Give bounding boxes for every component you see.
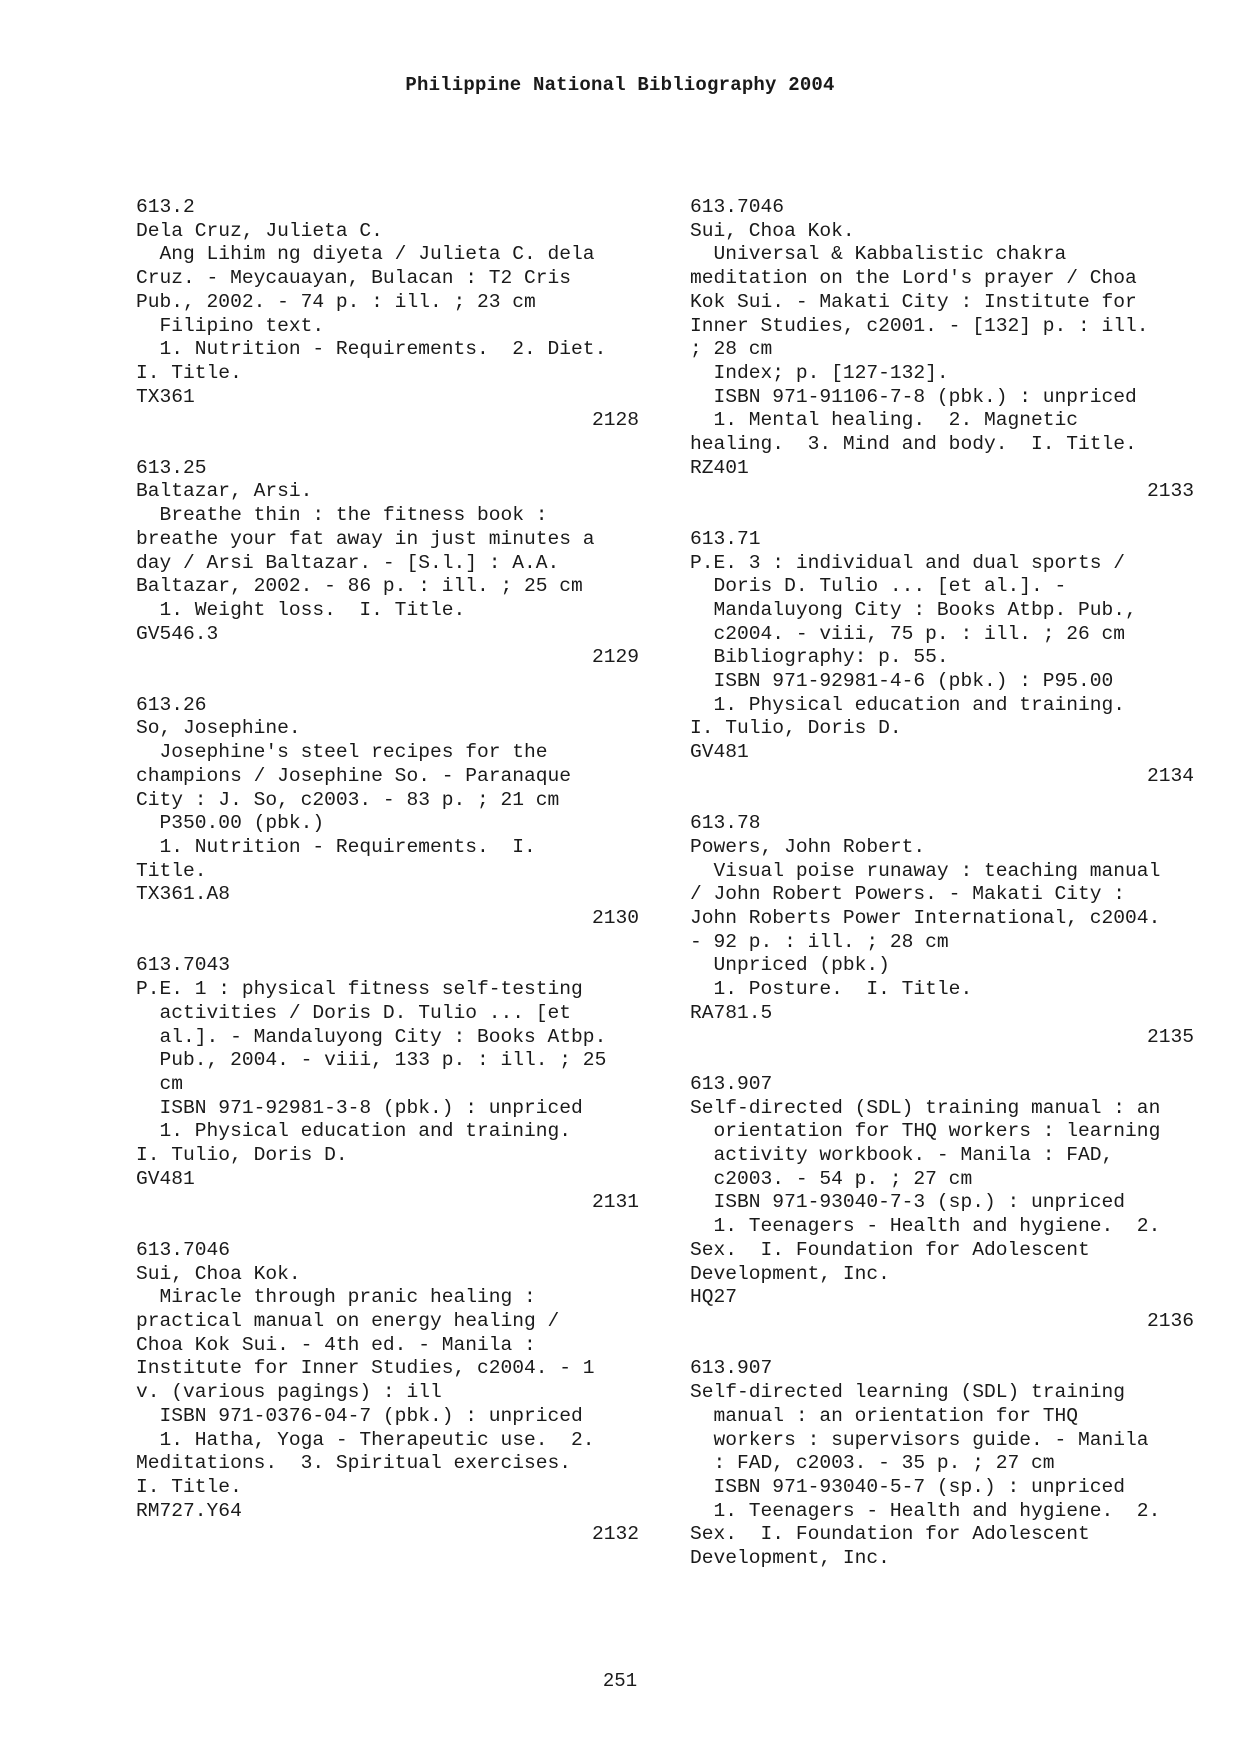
entry-line: Inner Studies, c2001. - [132] p. : ill. bbox=[690, 314, 1149, 337]
entry-line: ISBN 971-92981-3-8 (pbk.) : unpriced bbox=[136, 1096, 583, 1119]
entry-line: P.E. 1 : physical fitness self-testing bbox=[136, 978, 583, 1001]
entry-line: John Roberts Power International, c2004. bbox=[690, 907, 1161, 930]
entry-line: champions / Josephine So. - Paranaque bbox=[136, 764, 572, 787]
entry-line: Cruz. - Meycauayan, Bulacan : T2 Cris bbox=[136, 267, 572, 290]
bibliography-entry bbox=[136, 1239, 656, 1547]
entry-line: P.E. 3 : individual and dual sports / bbox=[690, 551, 1126, 574]
entry-line: Pub., 2002. - 74 p. : ill. ; 23 cm bbox=[136, 290, 536, 313]
call-number: 613.907 bbox=[690, 1072, 773, 1095]
entry-line: Josephine's steel recipes for the bbox=[136, 741, 548, 764]
entry-line: RM727.Y64 bbox=[136, 1499, 242, 1522]
entry-line: Title. bbox=[136, 859, 207, 882]
entry-number: 2129 bbox=[591, 646, 639, 669]
bibliography-entry bbox=[136, 954, 656, 1215]
entry-line: Ang Lihim ng diyeta / Julieta C. dela bbox=[136, 243, 595, 266]
entry-line: Universal & Kabbalistic chakra bbox=[690, 243, 1067, 266]
entry-line: Self-directed learning (SDL) training bbox=[690, 1381, 1126, 1404]
entry-line: 1. Mental healing. 2. Magnetic bbox=[690, 409, 1079, 432]
entry-number: 2136 bbox=[1146, 1310, 1194, 1332]
bibliography-entry bbox=[136, 196, 656, 433]
entry-line: activity workbook. - Manila : FAD, bbox=[690, 1144, 1114, 1167]
page-title: Philippine National Bibliography 2004 bbox=[405, 74, 835, 96]
entry-line: GV481 bbox=[690, 741, 749, 764]
entry-line: - 92 p. : ill. ; 28 cm bbox=[690, 930, 949, 953]
entry-line: Breathe thin : the fitness book : bbox=[136, 504, 548, 527]
entry-line: GV546.3 bbox=[136, 622, 219, 645]
entry-line: Development, Inc. bbox=[690, 1262, 890, 1285]
entry-line: Sex. I. Foundation for Adolescent bbox=[690, 1238, 1090, 1261]
entry-line: Self-directed (SDL) training manual : an bbox=[690, 1096, 1161, 1119]
entry-line: 1. Physical education and training. bbox=[690, 693, 1126, 716]
entry-line: Sex. I. Foundation for Adolescent bbox=[690, 1523, 1090, 1546]
entry-line: al.]. - Mandaluyong City : Books Atbp. bbox=[136, 1025, 607, 1048]
entry-line: P350.00 (pbk.) bbox=[136, 812, 325, 835]
bibliography-entry bbox=[690, 196, 1210, 504]
entry-line: I. Title. bbox=[136, 361, 242, 384]
entry-line: / John Robert Powers. - Makati City : bbox=[690, 883, 1126, 906]
entry-line: ISBN 971-93040-7-3 (sp.) : unpriced bbox=[690, 1191, 1126, 1214]
entry-line: Institute for Inner Studies, c2004. - 1 bbox=[136, 1357, 595, 1380]
entry-line: breathe your fat away in just minutes a bbox=[136, 527, 595, 550]
entry-line: Dela Cruz, Julieta C. bbox=[136, 219, 383, 242]
entry-number: 2128 bbox=[591, 409, 639, 432]
entry-line: v. (various pagings) : ill bbox=[136, 1381, 442, 1404]
entry-line: Pub., 2004. - viii, 133 p. : ill. ; 25 bbox=[136, 1049, 607, 1072]
entry-line: Development, Inc. bbox=[690, 1547, 890, 1570]
call-number: 613.78 bbox=[690, 812, 761, 835]
entry-line: Powers, John Robert. bbox=[690, 835, 926, 858]
entry-line: HQ27 bbox=[690, 1286, 738, 1309]
entry-line: Mandaluyong City : Books Atbp. Pub., bbox=[690, 598, 1137, 621]
entry-line: c2004. - viii, 75 p. : ill. ; 26 cm bbox=[690, 622, 1126, 645]
entry-line: ISBN 971-91106-7-8 (pbk.) : unpriced bbox=[690, 385, 1137, 408]
entry-number: 2131 bbox=[591, 1191, 639, 1214]
entry-line: I. Tulio, Doris D. bbox=[690, 717, 902, 740]
entry-line: I. Tulio, Doris D. bbox=[136, 1144, 348, 1167]
call-number: 613.7046 bbox=[136, 1238, 231, 1261]
entry-line: 1. Teenagers - Health and hygiene. 2. bbox=[690, 1499, 1161, 1522]
entry-line: cm bbox=[136, 1072, 184, 1095]
entry-line: City : J. So, c2003. - 83 p. ; 21 cm bbox=[136, 788, 560, 811]
call-number: 613.7043 bbox=[136, 954, 231, 977]
entry-line: 1. Physical education and training. bbox=[136, 1120, 572, 1143]
entry-line: 1. Teenagers - Health and hygiene. 2. bbox=[690, 1215, 1161, 1238]
entry-line: RA781.5 bbox=[690, 1001, 773, 1024]
call-number: 613.2 bbox=[136, 196, 195, 218]
entry-line: Baltazar, 2002. - 86 p. : ill. ; 25 cm bbox=[136, 575, 583, 598]
entry-line: ; 28 cm bbox=[690, 338, 773, 361]
entry-line: 1. Nutrition - Requirements. I. bbox=[136, 835, 536, 858]
bibliography-entry bbox=[690, 812, 1210, 1049]
entry-line: ISBN 971-92981-4-6 (pbk.) : P95.00 bbox=[690, 670, 1114, 693]
entry-line: Miracle through pranic healing : bbox=[136, 1286, 536, 1309]
entry-line: ISBN 971-0376-04-7 (pbk.) : unpriced bbox=[136, 1404, 583, 1427]
entry-line: Kok Sui. - Makati City : Institute for bbox=[690, 290, 1137, 313]
entry-line: workers : supervisors guide. - Manila bbox=[690, 1428, 1149, 1451]
entry-line: Sui, Choa Kok. bbox=[136, 1262, 301, 1285]
call-number: 613.907 bbox=[690, 1357, 773, 1380]
entry-line: meditation on the Lord's prayer / Choa bbox=[690, 267, 1137, 290]
call-number: 613.26 bbox=[136, 693, 207, 716]
entry-line: : FAD, c2003. - 35 p. ; 27 cm bbox=[690, 1452, 1055, 1475]
entry-line: GV481 bbox=[136, 1167, 195, 1190]
entry-line: c2003. - 54 p. ; 27 cm bbox=[690, 1167, 973, 1190]
right-column bbox=[690, 196, 1210, 1594]
entry-line: 1. Weight loss. I. Title. bbox=[136, 598, 466, 621]
entry-line: TX361 bbox=[136, 385, 195, 408]
entry-line: Choa Kok Sui. - 4th ed. - Manila : bbox=[136, 1333, 536, 1356]
entry-line: Unpriced (pbk.) bbox=[690, 954, 890, 977]
entry-line: healing. 3. Mind and body. I. Title. bbox=[690, 433, 1137, 456]
entry-number: 2132 bbox=[591, 1523, 639, 1546]
entry-number: 2135 bbox=[1146, 1025, 1194, 1048]
entry-line: Index; p. [127-132]. bbox=[690, 361, 949, 384]
left-column bbox=[136, 196, 656, 1571]
entry-line: 1. Nutrition - Requirements. 2. Diet. bbox=[136, 338, 607, 361]
bibliography-entry bbox=[690, 528, 1210, 789]
entry-line: 1. Posture. I. Title. bbox=[690, 978, 973, 1001]
page-number: 251 bbox=[602, 1670, 638, 1692]
entry-line: activities / Doris D. Tulio ... [et bbox=[136, 1001, 572, 1024]
entry-line: Filipino text. bbox=[136, 314, 325, 337]
entry-number: 2134 bbox=[1146, 764, 1194, 787]
entry-line: So, Josephine. bbox=[136, 717, 301, 740]
bibliography-entry bbox=[690, 1073, 1210, 1334]
bibliography-entry bbox=[136, 457, 656, 670]
entry-line: Doris D. Tulio ... [et al.]. - bbox=[690, 575, 1067, 598]
entry-line: Visual poise runaway : teaching manual bbox=[690, 859, 1161, 882]
entry-line: TX361.A8 bbox=[136, 883, 231, 906]
entry-line: RZ401 bbox=[690, 456, 749, 479]
call-number: 613.25 bbox=[136, 456, 207, 479]
entry-line: 1. Hatha, Yoga - Therapeutic use. 2. bbox=[136, 1428, 595, 1451]
entry-number: 2133 bbox=[1146, 480, 1194, 503]
entry-line: manual : an orientation for THQ bbox=[690, 1404, 1079, 1427]
entry-line: practical manual on energy healing / bbox=[136, 1309, 560, 1332]
entry-number: 2130 bbox=[591, 907, 639, 930]
entry-line: I. Title. bbox=[136, 1475, 242, 1498]
entry-line: orientation for THQ workers : learning bbox=[690, 1120, 1161, 1143]
entry-line: ISBN 971-93040-5-7 (sp.) : unpriced bbox=[690, 1475, 1126, 1498]
call-number: 613.7046 bbox=[690, 196, 785, 218]
bibliography-entry bbox=[136, 694, 656, 931]
bibliography-entry bbox=[690, 1357, 1210, 1570]
entry-line: Baltazar, Arsi. bbox=[136, 480, 313, 503]
entry-line: Sui, Choa Kok. bbox=[690, 219, 855, 242]
entry-line: Bibliography: p. 55. bbox=[690, 646, 949, 669]
entry-line: day / Arsi Baltazar. - [S.l.] : A.A. bbox=[136, 551, 560, 574]
entry-line: Meditations. 3. Spiritual exercises. bbox=[136, 1452, 572, 1475]
call-number: 613.71 bbox=[690, 527, 761, 550]
